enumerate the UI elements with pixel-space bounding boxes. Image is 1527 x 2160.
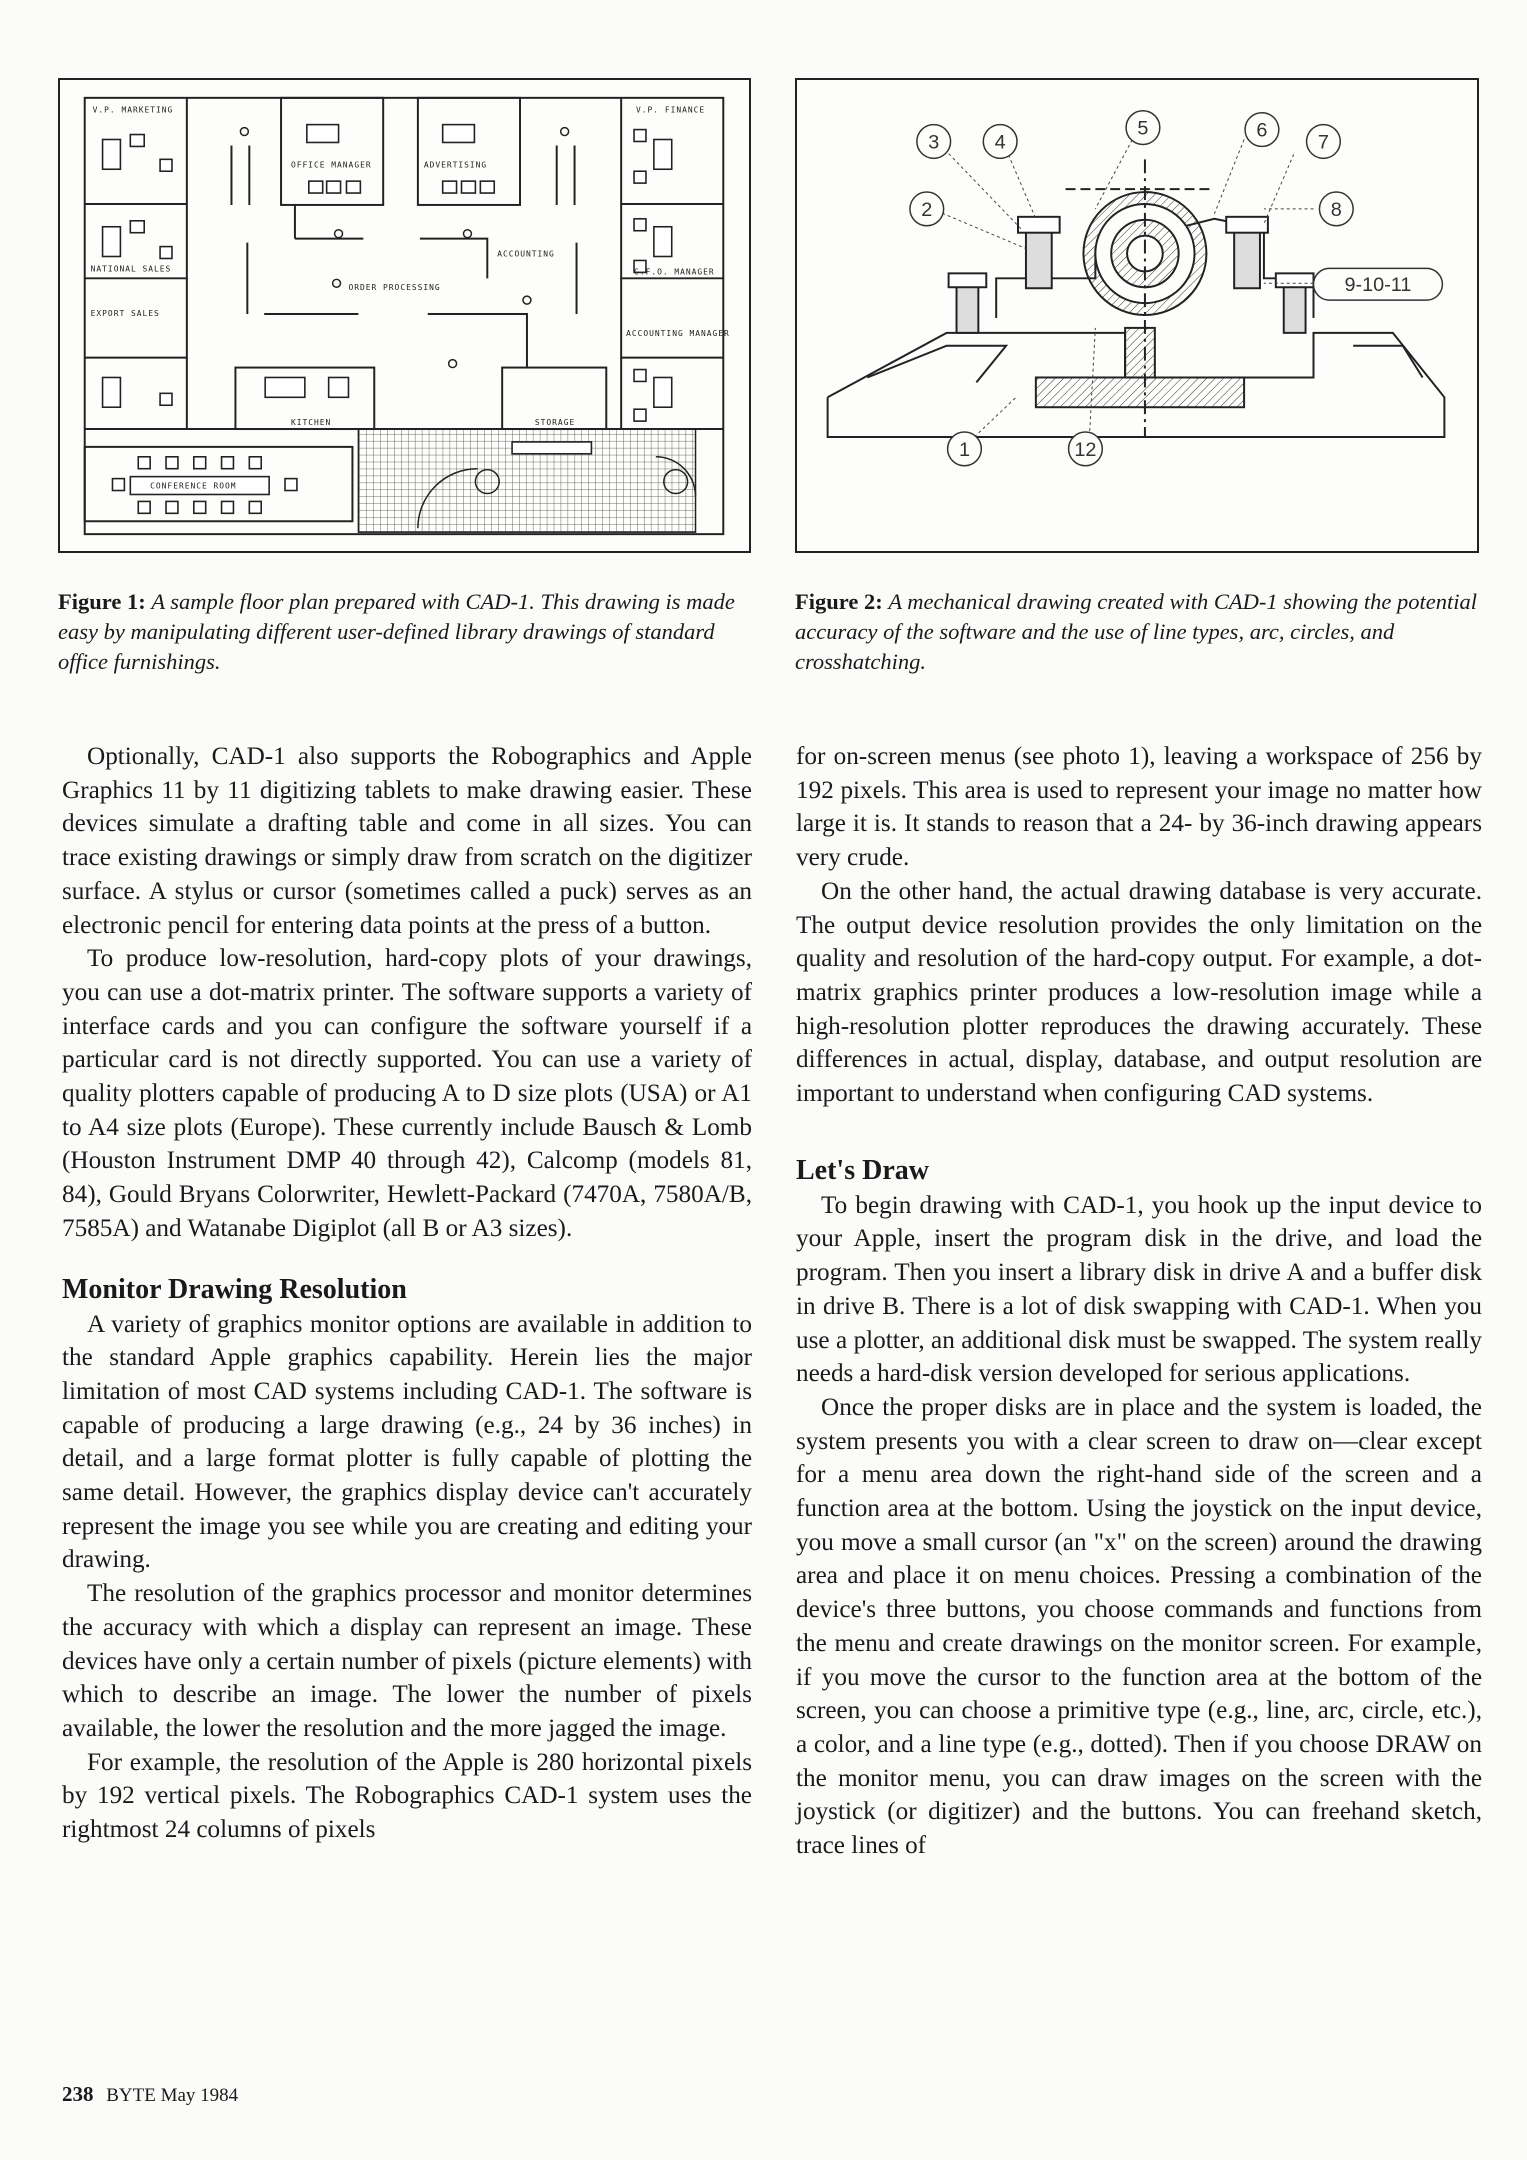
- section-heading-monitor-drawing-resolution: Monitor Drawing Resolution: [62, 1273, 407, 1305]
- callout-9-10-11: 9-10-11: [1344, 274, 1412, 297]
- mechanical-drawing: [797, 80, 1477, 551]
- callout-4: 4: [994, 131, 1006, 154]
- figure-1-caption: [58, 587, 751, 677]
- callout-1: 1: [958, 438, 970, 461]
- label-accounting-manager: ACCOUNTING MANAGER: [626, 328, 730, 338]
- label-advertising: ADVERTISING: [423, 160, 488, 170]
- callout-7: 7: [1317, 131, 1329, 154]
- callout-12: 12: [1074, 438, 1097, 461]
- page-footer: [62, 2082, 238, 2107]
- label-accounting: ACCOUNTING: [497, 249, 555, 259]
- paragraph: for on-screen menus (see photo 1), leaving a workspace of 256 by 192 pixels. This area is used to represent your image no matter how large it is. It stands to reason that a 24- by 36-inch drawing appears very crude.: [796, 743, 1482, 872]
- label-export-sales: EXPORT SALES: [90, 308, 160, 318]
- callout-2: 2: [921, 198, 933, 221]
- page-number: 238: [62, 2082, 94, 2106]
- paragraph: Once the proper disks are in place and the system is loaded, the system presents you with a clear screen to draw on—clear except for a menu area down the right-hand side of the screen and a function area at the bottom. Using the joystick on the input device, you move a small cursor (an "x" on the screen) around the drawing area and place it on menu choices. Pressing a combination of the device's three buttons, you choose commands and functions from the menu and create drawings on the monitor screen. For example, if you move the cursor to the function area at the bottom of the screen, you can choose a primitive type (e.g., line, arc, circle, etc.), a color, and a line type (e.g., dotted). Then if you choose DRAW on the monitor menu, you can draw images on the screen with the joystick (or digitizer) and the buttons. You can freehand sketch, trace lines of: [796, 1393, 1482, 1860]
- paragraph: To begin drawing with CAD-1, you hook up the input device to your Apple, insert the program disk in the drive, and load the program. Then you insert a library disk in drive A and a buffer disk in drive B. There is a lot of disk swapping with CAD-1. When you use a plotter, an additional disk must be swapped. The system really needs a hard-disk version developed for serious applications.: [796, 1191, 1482, 1388]
- callout-8: 8: [1330, 198, 1342, 221]
- label-national-sales: NATIONAL SALES: [90, 264, 172, 274]
- callout-5: 5: [1137, 117, 1149, 140]
- figure-1-floor-plan: [58, 78, 751, 553]
- figure-2-mechanical-drawing: [795, 78, 1479, 553]
- label-vp-finance: V.P. FINANCE: [636, 105, 706, 115]
- callout-6: 6: [1256, 119, 1268, 142]
- figure-1-label: Figure 1:: [58, 589, 146, 614]
- figure-2-label: Figure 2:: [795, 589, 883, 614]
- section-heading-lets-draw: Let's Draw: [796, 1154, 929, 1186]
- paragraph: For example, the resolution of the Apple is 280 horizontal pixels by 192 vertical pixels. The Robographics CAD-1 system uses the rightmost 24 columns of pixels: [62, 1748, 752, 1844]
- callout-3: 3: [928, 131, 940, 154]
- left-column: [62, 740, 752, 1847]
- paragraph: Optionally, CAD-1 also supports the Robographics and Apple Graphics 11 by 11 digitizing tablets to make drawing easier. These devices simulate a drafting table and come in all sizes. You can trace existing drawings or simply draw from scratch on the digitizer surface. A stylus or cursor (sometimes called a puck) serves as an electronic pencil for entering data points at the press of a button.: [62, 743, 752, 939]
- label-order-processing: ORDER PROCESSING: [348, 283, 441, 293]
- figure-1-caption-text: A sample floor plan prepared with CAD-1. This drawing is made easy by manipulating different user-defined library drawings of standard office furnishings.: [58, 589, 735, 674]
- paragraph: To produce low-resolution, hard-copy plots of your drawings, you can use a dot-matrix printer. The software supports a variety of interface cards and you can configure the software yourself if a particular card is not directly supported. You can use a variety of quality plotters capable of producing A to D size plots (USA) or A1 to A4 size plots (Europe). These currently include Bausch & Lomb (Houston Instrument DMP 40 through 42), Calcomp (models 81, 84), Gould Bryans Colorwriter, Hewlett-Packard (7470A, 7580A/B, 7585A) and Watanabe Digiplot (all B or A3 sizes).: [62, 945, 752, 1242]
- label-storage: STORAGE: [534, 418, 576, 428]
- paragraph: A variety of graphics monitor options are available in addition to the standard Apple graphics capability. Herein lies the major limitation of most CAD systems including CAD-1. The software is capable of producing a large drawing (e.g., 24 by 36 inches) in detail, and a large format plotter is fully capable of plotting the same detail. However, the graphics display device can't accurately represent the image you see while you are creating and editing your drawing.: [62, 1310, 752, 1574]
- floor-plan-drawing: [60, 80, 749, 551]
- figure-2-caption-text: A mechanical drawing created with CAD-1 showing the potential accuracy of the software and the use of line types, arc, circles, and crosshatching.: [795, 589, 1478, 674]
- label-kitchen: KITCHEN: [290, 418, 332, 428]
- publication-name: BYTE May 1984: [106, 2085, 239, 2106]
- label-vp-marketing: V.P. MARKETING: [92, 105, 174, 115]
- figure-2-caption: [795, 587, 1479, 677]
- label-office-manager: OFFICE MANAGER: [290, 160, 372, 170]
- label-cfo-manager: C.F.O. MANAGER: [634, 267, 715, 277]
- label-conference-room: CONFERENCE ROOM: [150, 481, 237, 491]
- paragraph: The resolution of the graphics processor and monitor determines the accuracy with which a display can represent an image. These devices have only a certain number of pixels (picture elements) with which to describe an image. The lower the number of pixels available, the lower the resolution and the more jagged the image.: [62, 1580, 752, 1742]
- paragraph: On the other hand, the actual drawing database is very accurate. The output device resolution provides the only limitation on the quality and resolution of the hard-copy output. For example, a dot-matrix graphics printer produces a low-resolution image while a high-resolution plotter reproduces the drawing accurately. These differences in actual, display, database, and output resolution are important to understand when configuring CAD systems.: [796, 877, 1482, 1108]
- right-column: [796, 740, 1482, 1863]
